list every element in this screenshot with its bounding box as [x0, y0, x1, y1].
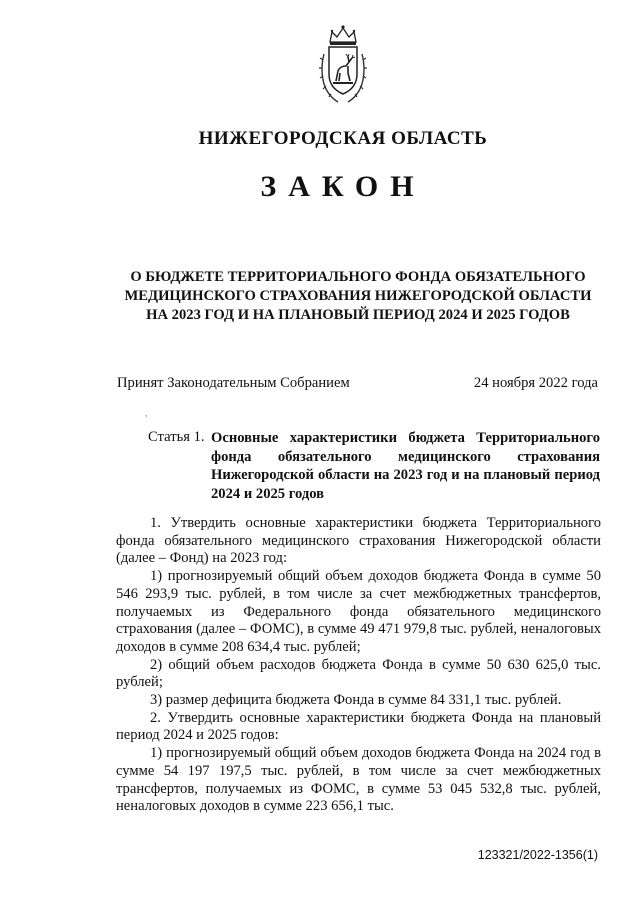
paragraph: 2. Утвердить основные характеристики бюджета Фонда на плановый период 2024 и 2025 годов:	[116, 709, 601, 744]
coat-of-arms-icon	[318, 24, 368, 108]
paragraph: 1) прогнозируемый общий объем доходов бюджета Фонда на 2024 год в сумме 54 197 197,5 тыс. рублей, в том числе за счет межбюджетных трансфертов, получаемых из ФОМС, в сумме 53 045 532,8 тыс. рублей, неналоговых доходов в сумме 223 656,1 тыс.	[116, 745, 601, 815]
paragraph: 1. Утвердить основные характеристики бюджета Территориального фонда обязательного медицинского страхования Нижегородской области (далее – Фонд) на 2023 год:	[116, 515, 601, 567]
adopted-by: Принят Законодательным Собранием	[117, 375, 350, 391]
document-number: 123321/2022-1356(1)	[477, 848, 598, 862]
article-label: Статья 1.	[148, 429, 205, 445]
region-heading: НИЖЕГОРОДСКАЯ ОБЛАСТЬ	[198, 128, 488, 149]
law-title: О БЮДЖЕТЕ ТЕРРИТОРИАЛЬНОГО ФОНДА ОБЯЗАТЕЛЬНОГО МЕДИЦИНСКОГО СТРАХОВАНИЯ НИЖЕГОРОДСКОЙ ОБЛАСТИ НА 2023 ГОД И НА ПЛАНОВЫЙ ПЕРИОД 2024 И 2025 ГОДОВ	[124, 269, 592, 323]
article-body	[116, 515, 601, 816]
paragraph: 1) прогнозируемый общий объем доходов бюджета Фонда в сумме 50 546 293,9 тыс. рублей, в том числе за счет межбюджетных трансфертов, получаемых из Федерального фонда обязательного медицинского страхования (далее – ФОМС), в сумме 49 471 979,8 тыс. рублей, неналоговых доходов в сумме 208 634,4 тыс. рублей;	[116, 568, 601, 655]
article-title: Основные характеристики бюджета Территориального фонда обязательного медицинского страхования Нижегородской области на 2023 год и на плановый период 2024 и 2025 годов	[211, 430, 600, 502]
paragraph: 2) общий объем расходов бюджета Фонда в сумме 50 630 625,0 тыс. рублей;	[116, 656, 601, 691]
scan-mark: ,	[145, 408, 148, 419]
adoption-date: 24 ноября 2022 года	[473, 375, 598, 391]
paragraph: 3) размер дефицита бюджета Фонда в сумме 84 331,1 тыс. рублей.	[150, 692, 562, 709]
document-type-heading: ЗАКОН	[260, 170, 426, 203]
